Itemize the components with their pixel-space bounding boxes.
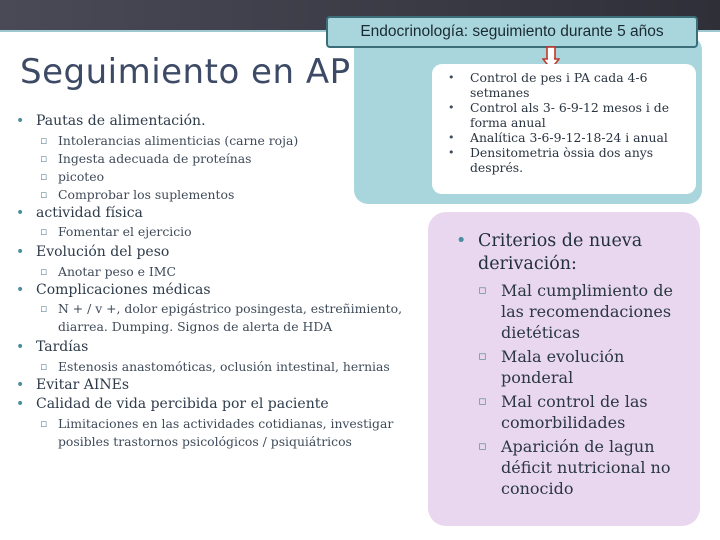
header-badge: Endocrinología: seguimiento durante 5 años xyxy=(326,16,698,48)
sub-item: ▫ Estenosis anastomóticas, oclusión intestinal, hernias xyxy=(14,358,409,376)
teal-item: • Densitometria òssia dos anys després. xyxy=(448,145,688,175)
list-item-peso: • Evolución del peso xyxy=(14,243,409,263)
list-item-tardias: • Tardías xyxy=(14,338,409,358)
pink-item: ▫ Mal cumplimiento de las recomendaciones dietéticas xyxy=(442,280,686,343)
pink-item: ▫ Aparición de lagun déficit nutricional no conocido xyxy=(442,436,686,499)
teal-panel-content xyxy=(432,64,696,194)
pink-item: ▫ Mala evolución ponderal xyxy=(442,346,686,388)
pink-item: ▫ Mal control de las comorbilidades xyxy=(442,391,686,433)
sub-item: ▫ picoteo xyxy=(14,168,409,186)
sub-item: ▫ Comprobar los suplementos xyxy=(14,186,409,204)
sub-item: ▫ Ingesta adecuada de proteínas xyxy=(14,150,409,168)
sub-item: ▫ N + / v +, dolor epigástrico posingesta, estreñimiento, diarrea. Dumping. Signos de alerta de HDA xyxy=(14,300,409,336)
list-item-alimentacion: • Pautas de alimentación. xyxy=(14,112,409,132)
left-bullet-list xyxy=(14,112,409,451)
sub-item: ▫ Intolerancias alimenticias (carne roja) xyxy=(14,132,409,150)
pink-panel xyxy=(428,212,700,526)
list-item-complicaciones: • Complicaciones médicas xyxy=(14,281,409,301)
list-item-aines: • Evitar AINEs xyxy=(14,376,409,396)
sub-item: ▫ Limitaciones en las actividades cotidianas, investigar posibles trastornos psicológicos / psiquiátricos xyxy=(14,415,409,451)
list-item-calidad: • Calidad de vida percibida por el paciente xyxy=(14,395,409,415)
teal-item: • Analítica 3-6-9-12-18-24 i anual xyxy=(448,130,688,145)
sub-item: ▫ Fomentar el ejercicio xyxy=(14,223,409,241)
list-item-actividad: • actividad física xyxy=(14,204,409,224)
pink-panel-heading: • Criterios de nueva derivación: xyxy=(442,230,686,276)
teal-item: • Control als 3- 6-9-12 mesos i de forma anual xyxy=(448,100,688,130)
slide-title: Seguimiento en AP xyxy=(20,52,351,92)
sub-item: ▫ Anotar peso e IMC xyxy=(14,263,409,281)
teal-item: • Control de pes i PA cada 4-6 setmanes xyxy=(448,70,688,100)
